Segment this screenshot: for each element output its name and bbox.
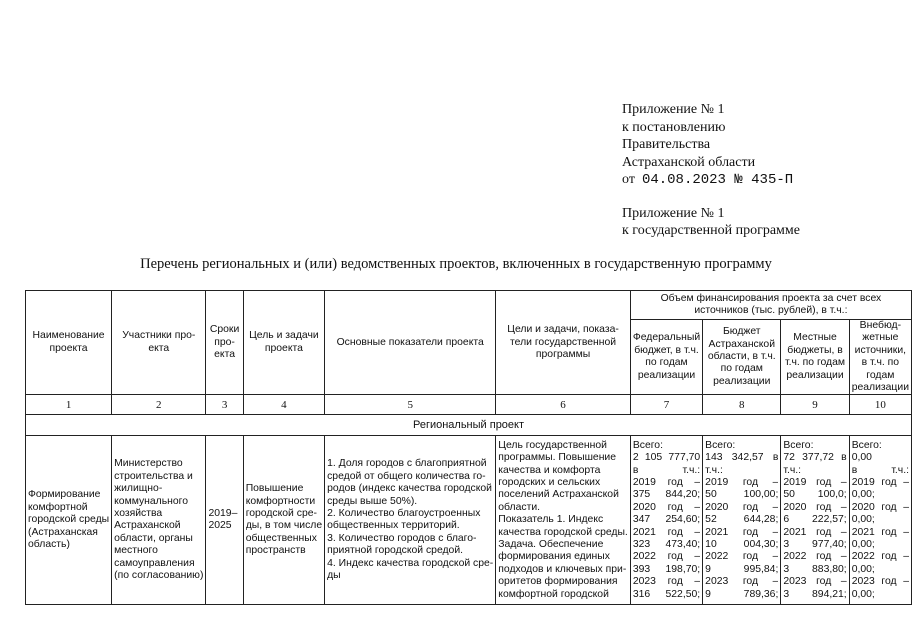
cell-line: 2019 год – [783,477,847,489]
cell-extra [849,436,911,605]
cell-line: 2023 год – [632,576,701,588]
cell-line: Министерство [114,458,183,470]
cell-line: 393 198,70; [632,563,701,575]
cell-line: комфортности [245,495,316,507]
header-line: Приложение № 1 [622,102,725,117]
cell-line: Показатель 1. Индекс [498,514,604,526]
cell-line: 2 105 777,70 [632,452,701,464]
cell-line: 0,00; [851,563,875,575]
cell-line: среды выше 50%). [327,495,418,507]
header-indicators: Основные показатели проекта [325,291,496,395]
header-line: Приложение № 1 [622,205,725,221]
cell-line: 316 522,50; [632,588,701,600]
cell-line: в т.ч.: [632,464,701,476]
header-date-line [622,171,800,190]
header-goals: Цель и задачи проекта [243,291,324,395]
cell-line: 2020 год – [705,501,779,513]
cell-line: 2019 год – [851,477,909,489]
cell-line: качества городской среды. [498,526,628,538]
cell-line: 2019 год – [705,477,779,489]
cell-line: 6 222,57; [783,514,847,526]
column-number: 1 [26,395,112,415]
cell-line: 2019 год – [632,477,701,489]
cell-line: средой от общего количества го- [327,470,486,482]
section-title: Региональный проект [26,415,912,436]
cell-line: 2020 год – [632,501,701,513]
cell-state-goals [496,436,631,605]
cell-line: 2023 год – [705,576,779,588]
header-funding: Объем финансирования проекта за счет всех источников (тыс. рублей), в т.ч.: [630,291,911,320]
header-line: к постановлению [622,119,726,135]
cell-line: жилищно- [114,483,163,495]
date-prefix: от [622,172,635,187]
header-local: Местные бюджеты, в т.ч. по годам реализации [781,320,849,395]
cell-line: (Астраханская [28,526,98,538]
column-number: 7 [630,395,702,415]
cell-line: Всего: [851,439,882,451]
cell-line: Астраханской [114,520,181,532]
cell-line: городской среды [28,514,110,526]
header-terms: Сроки про-екта [206,291,243,395]
cell-line: Цель государственной [498,439,607,451]
cell-line: 9 995,84; [705,563,779,575]
column-numbers-row [26,395,912,415]
header-extra: Внебюд-жетные источники, в т.ч. по годам реализации [849,320,911,395]
cell-line: Формирование [28,489,101,501]
cell-line: 0,00 [851,452,872,464]
cell-line: 52 644,28; [705,514,779,526]
cell-line: область) [28,539,70,551]
cell-line: 0,00; [851,588,875,600]
cell-line: оритетов формирования [498,576,618,588]
cell-local [781,436,849,605]
cell-line: Задача. Обеспечение [498,539,604,551]
cell-terms [206,436,243,605]
cell-indicators [325,436,496,605]
cell-line: 2020 год – [851,501,909,513]
appendix-header [622,101,800,240]
cell-line: городской сре- [245,508,317,520]
cell-line: 2022 год – [851,551,909,563]
header-state-goals: Цели и задачи, показа-тели государственной программы [496,291,631,395]
cell-line: качества и комфорта [498,464,601,476]
cell-line: формирования единых [498,551,610,563]
cell-line: хозяйства [114,508,163,520]
table-row [26,436,912,605]
cell-line: 323 473,40; [632,539,701,551]
cell-line: 72 377,72 в [783,452,847,464]
section-row [26,415,912,436]
cell-line: т.ч.: [783,464,802,476]
cell-line: 50 100,0; [783,489,847,501]
cell-line: области, органы [114,532,193,544]
cell-line: 2022 год – [705,551,779,563]
cell-line: 3. Количество городов с благо- [327,532,477,544]
cell-line: 1. Доля городов с благоприятной [327,458,487,470]
header-line: Астраханской области [622,154,756,170]
cell-line: 50 100,00; [705,489,779,501]
cell-line: Всего: [783,439,814,451]
cell-line: коммунального [114,495,189,507]
cell-line: 3 883,80; [783,563,847,575]
cell-federal [630,436,702,605]
cell-line: программы. Повышение [498,452,617,464]
cell-line: комфортной [28,501,88,513]
cell-line: местного [114,545,158,557]
cell-line: 10 004,30; [705,539,779,551]
cell-line: 2021 год – [632,526,701,538]
header-regional: Бюджет Астраханской области, в т.ч. по годам реализации [703,320,781,395]
cell-line: Всего: [632,439,663,451]
cell-line: 2. Количество благоустроенных [327,508,481,520]
cell-line: 3 977,40; [783,539,847,551]
column-number: 8 [703,395,781,415]
cell-line: 375 844,20; [632,489,701,501]
cell-regional [703,436,781,605]
cell-goals [243,436,324,605]
decree-date-number: 04.08.2023 № 435-П [641,172,794,188]
cell-line: т.ч.: [705,464,723,476]
cell-line: 2022 год – [632,551,701,563]
column-number: 5 [325,395,496,415]
cell-line: 2020 год – [783,501,847,513]
cell-line: пространств [245,545,306,557]
column-number: 6 [496,395,631,415]
column-number: 2 [112,395,206,415]
cell-line: 347 254,60; [632,514,701,526]
cell-line: городских и сельских [498,477,601,489]
cell-line: Всего: [705,439,736,451]
cell-line: 4. Индекс качества городской сре- [327,557,494,569]
cell-line: Повышение [245,483,304,495]
cell-line: 3 894,21; [783,588,847,600]
cell-line: самоуправления [114,557,195,569]
cell-line: 2023 год – [851,576,909,588]
cell-line: 2022 год – [783,551,847,563]
header-federal: Федеральный бюджет, в т.ч. по годам реализации [630,320,702,395]
header-line: к государственной программе [622,223,800,238]
header-participants: Участники про-екта [112,291,206,395]
cell-line: строительства и [114,470,193,482]
column-number: 9 [781,395,849,415]
document-title: Перечень региональных и (или) ведомственных проектов, включенных в государственную программу [140,256,772,272]
cell-line: приятной городской средой. [327,545,464,557]
cell-line: 0,00; [851,514,875,526]
projects-table [25,290,912,605]
cell-line: комфортной городской [498,588,609,600]
cell-line: (по согласованию) [114,570,204,582]
cell-line: поселений Астраханской [498,489,619,501]
cell-line: 2023 год – [783,576,847,588]
cell-line: 2025 [208,520,232,532]
cell-line: 2021 год – [851,526,909,538]
column-number: 10 [849,395,911,415]
cell-line: ды, в том числе [245,520,323,532]
cell-line: ды [327,570,341,582]
cell-line: 143 342,57 в [705,452,779,464]
header-project-name: Наименование проекта [26,291,112,395]
cell-line: 0,00; [851,489,875,501]
cell-line: 9 789,36; [705,588,779,600]
column-number: 3 [206,395,243,415]
cell-line: 2021 год – [705,526,779,538]
cell-line: подходов и ключевых при- [498,563,627,575]
cell-line: 0,00; [851,539,875,551]
cell-line: общественных территорий. [327,520,460,532]
cell-participants [112,436,206,605]
header-line: Правительства [622,137,711,152]
cell-line: в т.ч.: [851,464,909,476]
cell-line: 2019– [208,508,238,520]
cell-line: общественных [245,532,317,544]
cell-line: области. [498,501,541,513]
column-number: 4 [243,395,324,415]
cell-project-name [26,436,112,605]
cell-line: 2021 год – [783,526,847,538]
cell-line: родов (индекс качества городской [327,483,492,495]
